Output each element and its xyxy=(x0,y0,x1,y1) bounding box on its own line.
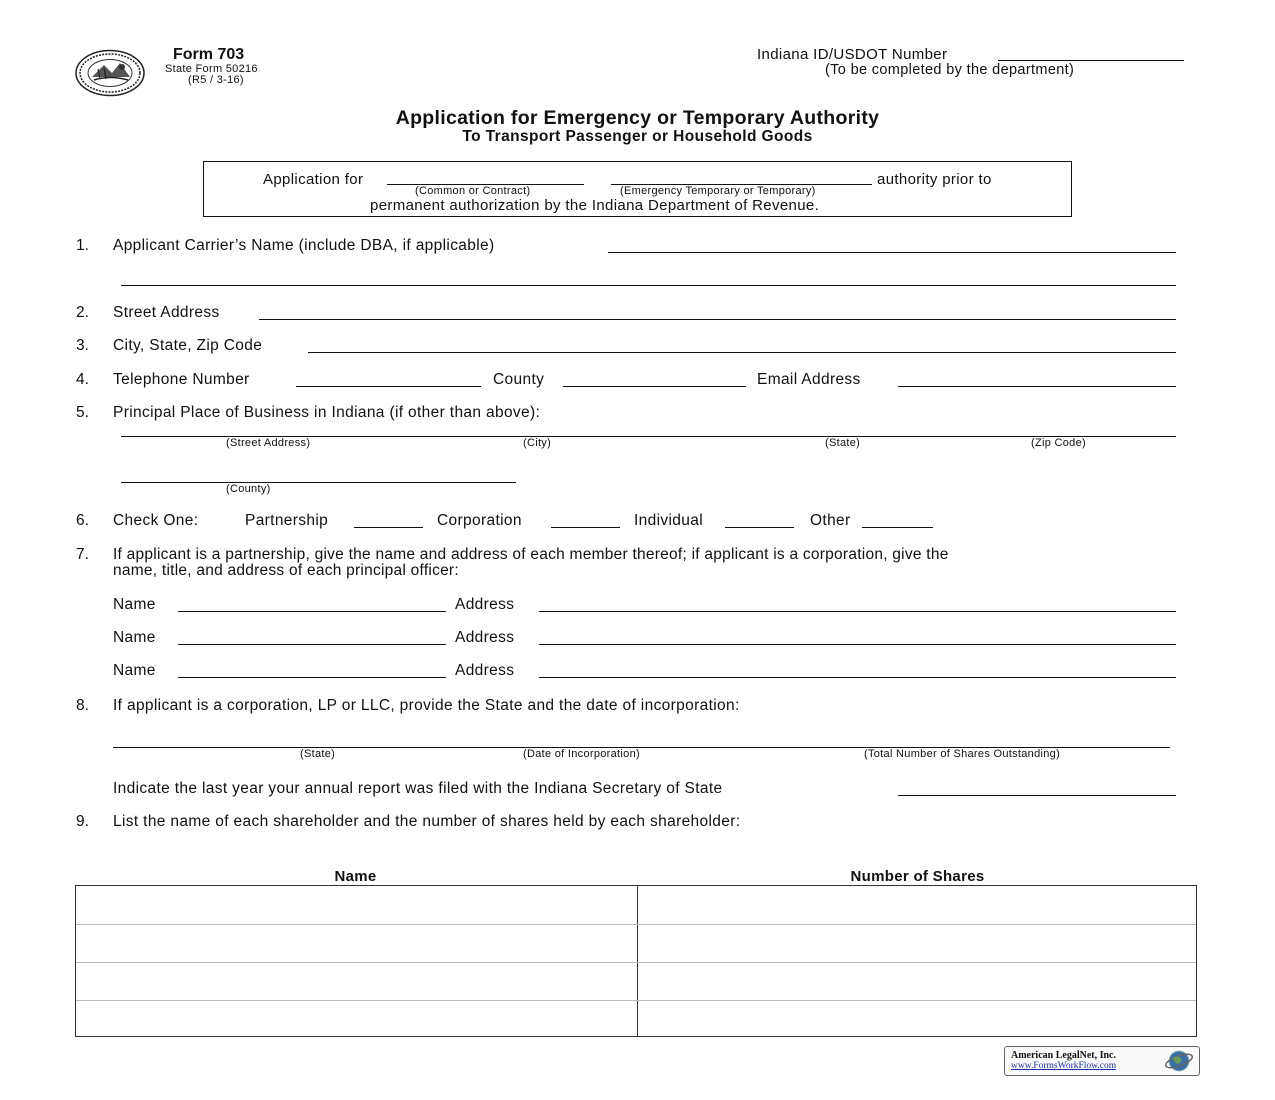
table-header-name: Name xyxy=(334,868,377,885)
authority-prior-label: authority prior to xyxy=(877,171,992,188)
officer-address-label: Address xyxy=(455,596,515,613)
officer-name-field[interactable] xyxy=(178,677,446,678)
street-address-caption: (Street Address) xyxy=(226,437,311,449)
county-label: County xyxy=(493,371,545,388)
telephone-field[interactable] xyxy=(296,386,481,387)
item-1-number: 1. xyxy=(76,237,89,254)
application-for-label: Application for xyxy=(263,171,364,188)
other-label: Other xyxy=(810,512,851,529)
partnership-label: Partnership xyxy=(245,512,329,529)
annual-report-label: Indicate the last year your annual report was filed with the Indiana Secretary of State xyxy=(113,780,723,797)
item-7-number: 7. xyxy=(76,546,89,563)
shareholders-table xyxy=(75,885,1197,1037)
county-field[interactable] xyxy=(563,386,746,387)
partners-officers-instructions-2: name, title, and address of each principal officer: xyxy=(113,562,459,579)
city-state-zip-field[interactable] xyxy=(308,352,1176,353)
page-subtitle: To Transport Passenger or Household Goods xyxy=(462,128,813,145)
officer-name-label: Name xyxy=(113,596,156,613)
form-number: Form 703 xyxy=(173,46,245,63)
table-row[interactable] xyxy=(76,886,1196,925)
american-legalnet-logo[interactable] xyxy=(1004,1046,1200,1076)
other-checkbox-field[interactable] xyxy=(862,527,933,528)
individual-checkbox-field[interactable] xyxy=(725,527,794,528)
indiana-id-note: (To be completed by the department) xyxy=(825,62,1075,78)
item-9-number: 9. xyxy=(76,813,89,830)
email-label: Email Address xyxy=(757,371,861,388)
state-form-number: State Form 50216 xyxy=(165,63,258,75)
partners-officers-instructions: If applicant is a partnership, give the name and address of each member thereof; if applicant is a corporation, give the xyxy=(113,546,949,563)
item-4-number: 4. xyxy=(76,371,89,388)
company-name: American LegalNet, Inc. xyxy=(1011,1050,1116,1061)
common-contract-caption: (Common or Contract) xyxy=(415,185,531,197)
state-caption: (State) xyxy=(825,437,861,449)
principal-county-field[interactable] xyxy=(121,482,516,483)
item-8-number: 8. xyxy=(76,697,89,714)
incorporation-date-caption: (Date of Incorporation) xyxy=(523,748,640,760)
indiana-id-field[interactable] xyxy=(998,60,1184,61)
emergency-temporary-caption: (Emergency Temporary or Temporary) xyxy=(620,185,816,197)
item-5-number: 5. xyxy=(76,404,89,421)
globe-icon xyxy=(1163,1049,1195,1073)
officer-address-field[interactable] xyxy=(539,677,1176,678)
indiana-id-label: Indiana ID/USDOT Number xyxy=(757,46,948,63)
state-seal-icon xyxy=(74,49,146,97)
city-caption: (City) xyxy=(523,437,552,449)
table-row[interactable] xyxy=(76,962,1196,1001)
form-revision: (R5 / 3-16) xyxy=(188,74,244,86)
check-one-label: Check One: xyxy=(113,512,199,529)
officer-name-field[interactable] xyxy=(178,611,446,612)
partnership-checkbox-field[interactable] xyxy=(354,527,423,528)
item-3-number: 3. xyxy=(76,337,89,354)
telephone-label: Telephone Number xyxy=(113,371,250,388)
shareholders-label: List the name of each shareholder and the number of shares held by each shareholder: xyxy=(113,813,741,830)
county-caption: (County) xyxy=(226,483,271,495)
incorporation-label: If applicant is a corporation, LP or LLC, provide the State and the date of incorporation: xyxy=(113,697,740,714)
city-state-zip-label: City, State, Zip Code xyxy=(113,337,263,354)
table-row[interactable] xyxy=(76,924,1196,963)
individual-label: Individual xyxy=(634,512,703,529)
officer-address-label: Address xyxy=(455,629,515,646)
street-address-label: Street Address xyxy=(113,304,220,321)
total-shares-caption: (Total Number of Shares Outstanding) xyxy=(864,748,1061,760)
table-header-shares: Number of Shares xyxy=(850,868,985,885)
item-6-number: 6. xyxy=(76,512,89,529)
email-field[interactable] xyxy=(898,386,1176,387)
carrier-name-field-2[interactable] xyxy=(121,285,1176,286)
item-2-number: 2. xyxy=(76,304,89,321)
principal-place-label: Principal Place of Business in Indiana (if other than above): xyxy=(113,404,541,421)
carrier-name-field[interactable] xyxy=(608,252,1176,253)
officer-name-label: Name xyxy=(113,629,156,646)
permanent-authorization-text: permanent authorization by the Indiana Department of Revenue. xyxy=(370,197,820,214)
officer-address-field[interactable] xyxy=(539,611,1176,612)
annual-report-field[interactable] xyxy=(898,795,1176,796)
street-address-field[interactable] xyxy=(259,319,1176,320)
corporation-label: Corporation xyxy=(437,512,522,529)
table-row[interactable] xyxy=(76,1000,1196,1036)
zip-code-caption: (Zip Code) xyxy=(1031,437,1086,449)
officer-address-label: Address xyxy=(455,662,515,679)
officer-name-field[interactable] xyxy=(178,644,446,645)
officer-address-field[interactable] xyxy=(539,644,1176,645)
carrier-name-label: Applicant Carrier’s Name (include DBA, if applicable) xyxy=(113,237,495,254)
page-title: Application for Emergency or Temporary Authority xyxy=(395,107,880,129)
company-url[interactable]: www.FormsWorkFlow.com xyxy=(1011,1061,1117,1071)
corporation-checkbox-field[interactable] xyxy=(551,527,620,528)
incorporation-state-caption: (State) xyxy=(300,748,336,760)
officer-name-label: Name xyxy=(113,662,156,679)
